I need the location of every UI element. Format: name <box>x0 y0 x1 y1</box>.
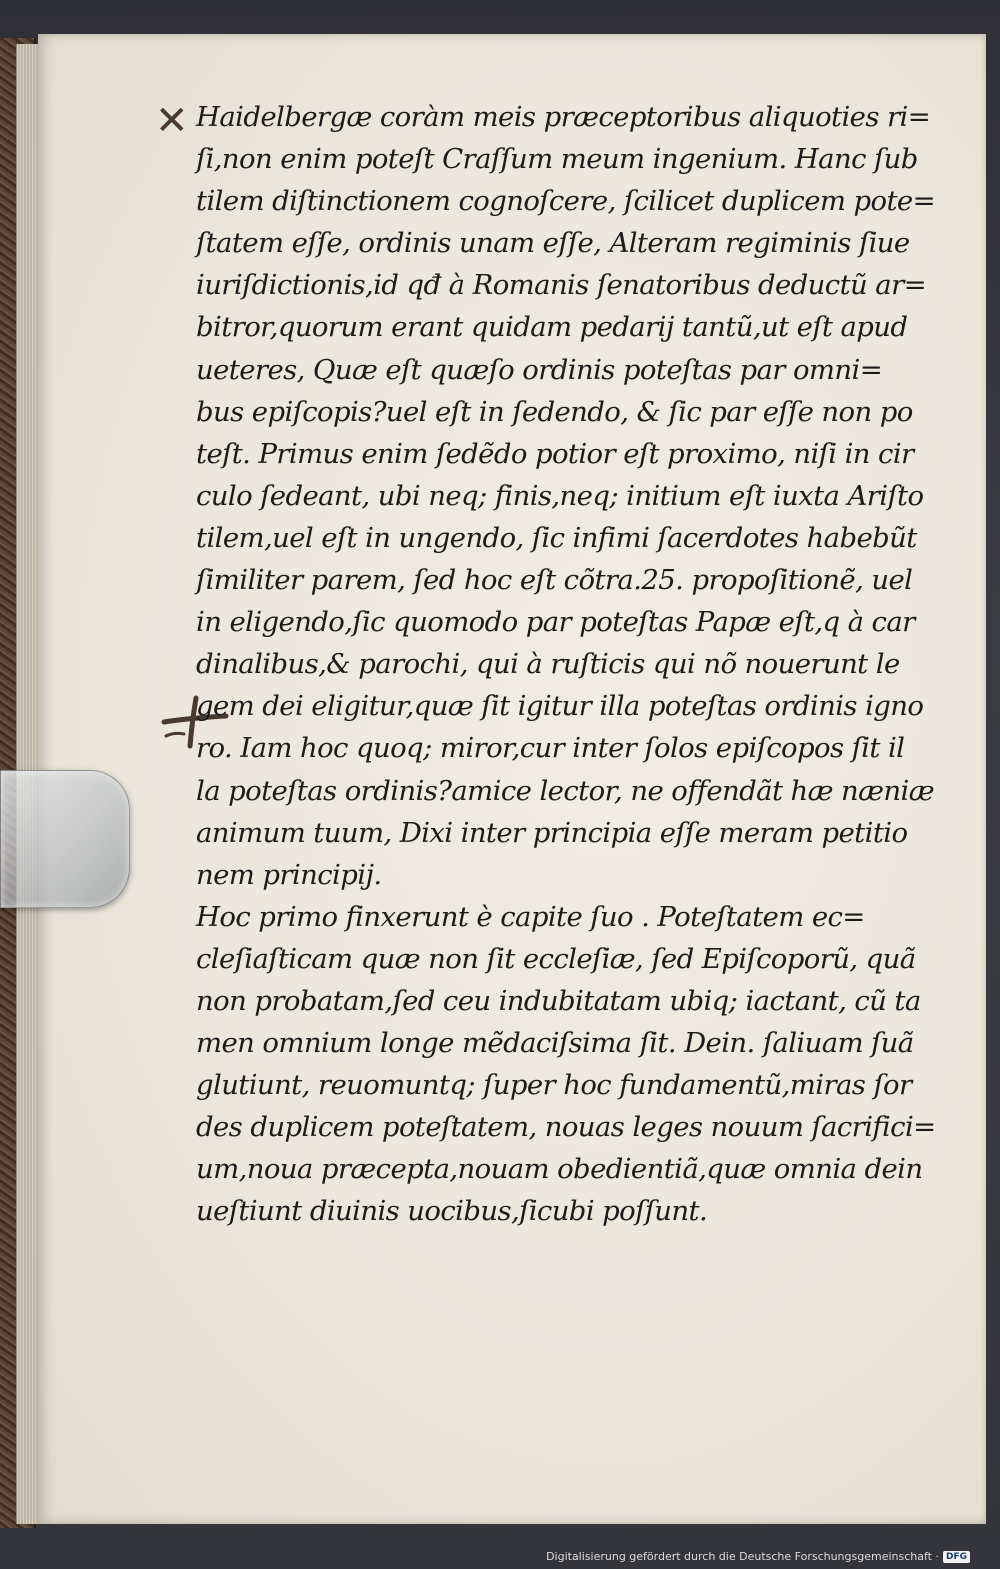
text-line: ueteres, Quæ eſt quæſo ordinis poteſtas par omni= <box>196 353 883 386</box>
page-clip <box>0 770 130 908</box>
page-text-block <box>196 96 936 1233</box>
margin-x-mark-icon: ✕ <box>155 98 189 144</box>
text-line: culo ſedeant, ubi neq; finis,neq; initium eſt iuxta Ariſto <box>196 479 924 512</box>
text-line: ſimiliter parem, ſed hoc eſt cõtra.25. propoſitionẽ, uel <box>196 564 913 597</box>
text-line: nem principij. <box>196 858 382 891</box>
text-line: Haidelbergæ coràm meis præceptoribus aliquoties ri= <box>196 101 931 133</box>
text-line: tilem diſtinctionem cognoſcere, ſcilicet duplicem pote= <box>196 185 936 218</box>
text-line: Hoc primo finxerunt è capite ſuo . Poteſtatem ec= <box>196 900 865 933</box>
text-line: iuriſdictionis,id qđ à Romanis ſenatoribus deductũ ar= <box>196 269 927 302</box>
text-line: animum tuum, Dixi inter principia eſſe meram petitio <box>196 816 908 849</box>
dfg-logo-icon: DFG <box>943 1551 970 1563</box>
text-line: glutiunt, reuomuntq; ſuper hoc fundamentũ,miras ſor <box>196 1069 912 1102</box>
text-line: cleſiaſticam quæ non ſit eccleſiæ, ſed Epiſcoporũ, quã <box>196 942 916 975</box>
text-line: ſi,non enim poteſt Craſſum meum ingenium. Hanc ſub <box>196 143 918 176</box>
text-line: la poteſtas ordinis?amice lector, ne offendãt hæ næniæ <box>196 774 934 807</box>
text-line: gem dei eligitur,quæ ſit igitur illa poteſtas ordinis igno <box>196 690 924 723</box>
text-line: men omnium longe mẽdaciſsima ſit. Dein. ſaliuam ſuã <box>196 1027 914 1060</box>
text-line: dinalibus,& parochi, qui à ruſticis qui nõ nouerunt le <box>196 648 900 681</box>
text-line: bitror,quorum erant quidam pedarij tantũ,ut eſt apud <box>196 311 908 344</box>
text-line: um,noua præcepta,nouam obedientiã,quæ omnia dein <box>196 1153 923 1186</box>
text-line: teſt. Primus enim ſedẽdo potior eſt proximo, niſi in cir <box>196 437 914 470</box>
digitization-credit <box>546 1550 970 1563</box>
text-line: ſtatem eſſe, ordinis unam eſſe, Alteram regiminis ſiue <box>196 227 910 260</box>
credit-text: Digitalisierung gefördert durch die Deutsche Forschungsgemeinschaft · <box>546 1550 939 1563</box>
text-line: in eligendo,ſic quomodo par poteſtas Papæ eſt,q à car <box>196 606 915 639</box>
text-line: ueſtiunt diuinis uocibus,ſicubi poſſunt. <box>196 1195 708 1228</box>
text-line: bus epiſcopis?uel eſt in ſedendo, & ſic par eſſe non po <box>196 395 913 428</box>
text-line: tilem,uel eſt in ungendo, ſic infimi ſacerdotes habebũt <box>196 521 917 554</box>
text-line: ro. Iam hoc quoq; miror,cur inter ſolos epiſcopos ſit il <box>196 732 905 765</box>
text-line: des duplicem poteſtatem, nouas leges nouum ſacrifici= <box>196 1111 936 1144</box>
text-line: non probatam,ſed ceu indubitatam ubiq; iactant, cũ ta <box>196 984 921 1017</box>
